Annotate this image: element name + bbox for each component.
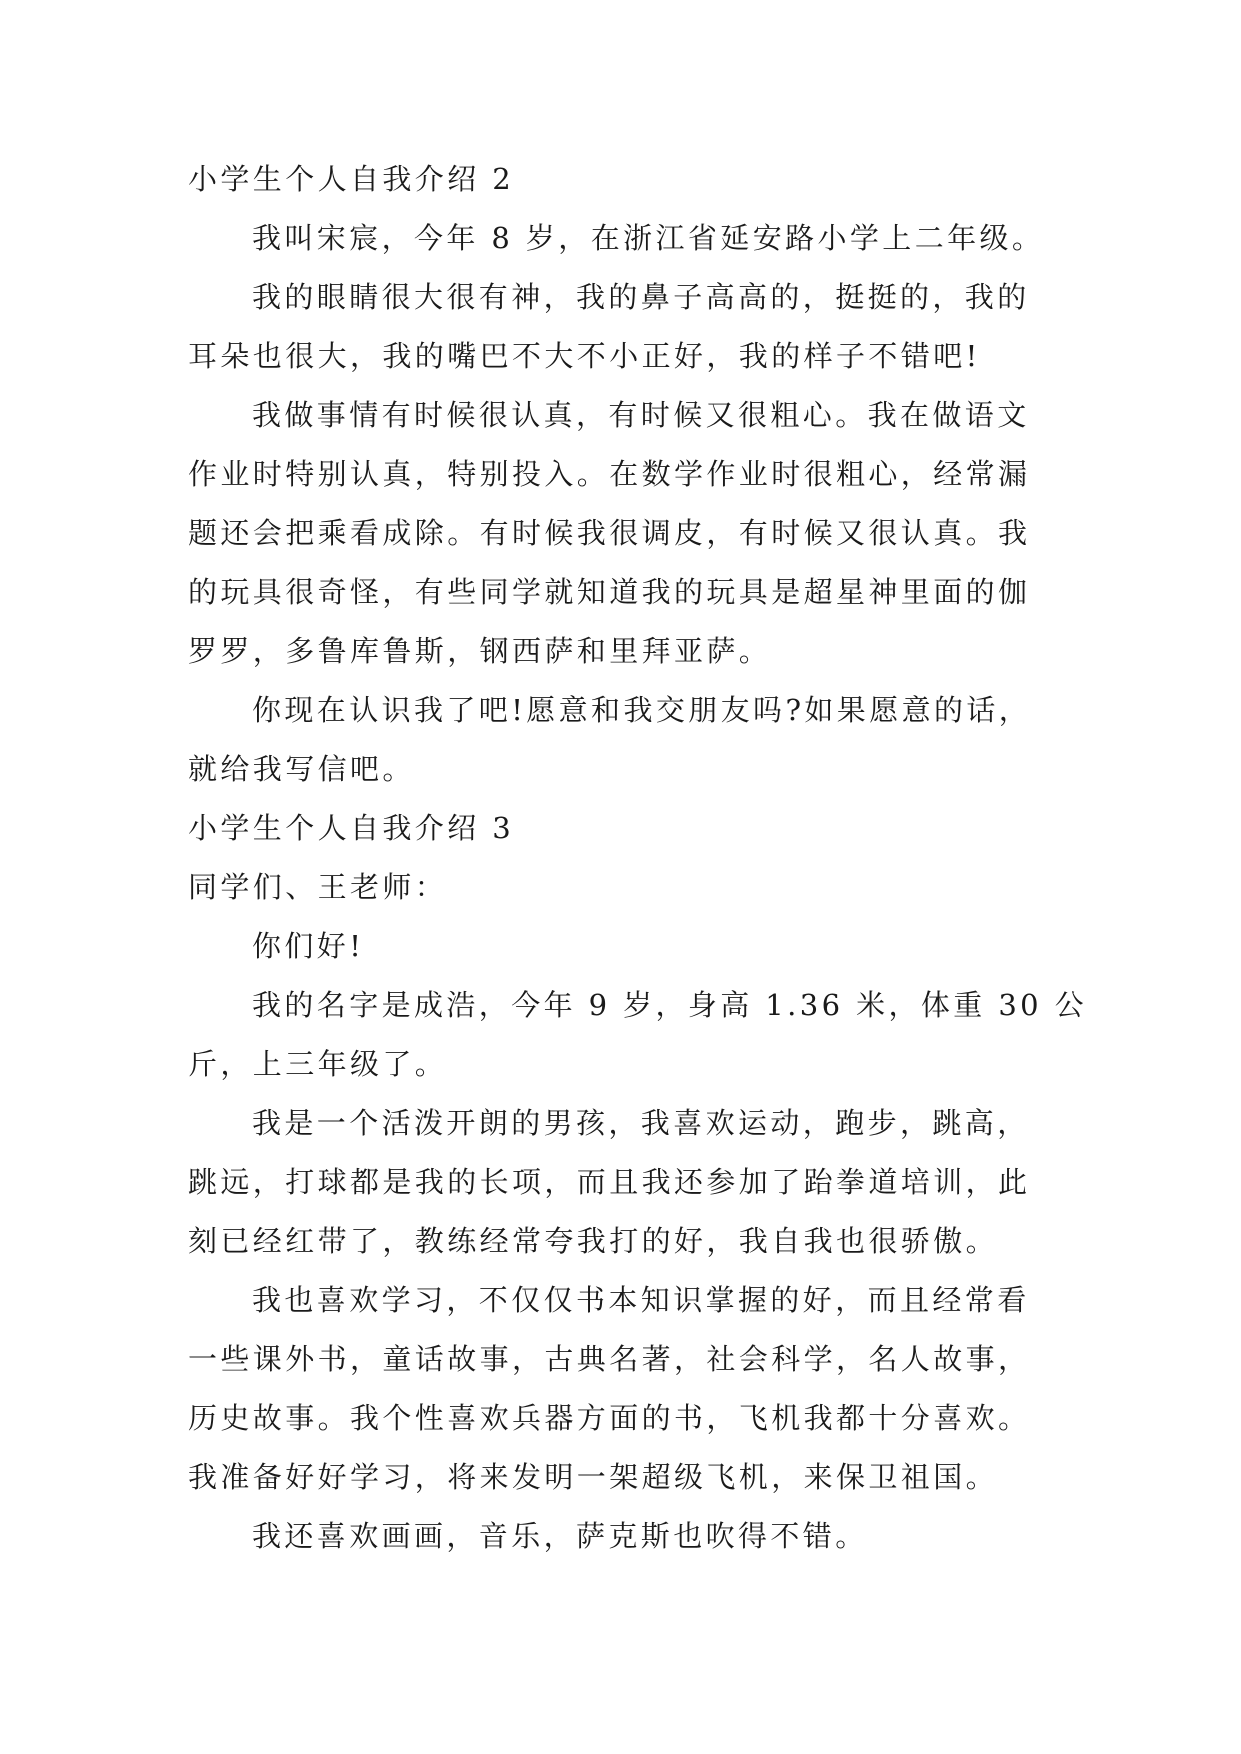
paragraph-line: 一些课外书，童话故事，古典名著，社会科学，名人故事， <box>188 1342 1031 1376</box>
paragraph-line: 我的名字是成浩，今年 9 岁，身高 1.36 米，体重 30 公 <box>252 988 1088 1022</box>
paragraph-line: 题还会把乘看成除。有时候我很调皮，有时候又很认真。我 <box>188 516 1031 550</box>
paragraph-line: 刻已经红带了，教练经常夸我打的好，我自我也很骄傲。 <box>188 1224 999 1258</box>
paragraph-line: 我还喜欢画画，音乐，萨克斯也吹得不错。 <box>252 1519 868 1553</box>
paragraph-line: 我的眼睛很大很有神，我的鼻子高高的，挺挺的，我的 <box>252 280 1030 314</box>
paragraph-line: 我做事情有时候很认真，有时候又很粗心。我在做语文 <box>252 398 1030 432</box>
paragraph-line: 我准备好好学习，将来发明一架超级飞机，来保卫祖国。 <box>188 1460 999 1494</box>
salutation-line: 同学们、王老师： <box>188 870 448 904</box>
paragraph-line: 我也喜欢学习，不仅仅书本知识掌握的好，而且经常看 <box>252 1283 1030 1317</box>
paragraph-line: 我叫宋宸，今年 8 岁，在浙江省延安路小学上二年级。 <box>252 221 1045 255</box>
section-heading: 小学生个人自我介绍 3 <box>188 811 515 845</box>
section-heading: 小学生个人自我介绍 2 <box>188 162 515 196</box>
greeting-line: 你们好! <box>252 929 365 963</box>
paragraph-line: 罗罗，多鲁库鲁斯，钢西萨和里拜亚萨。 <box>188 634 772 668</box>
paragraph-line: 的玩具很奇怪，有些同学就知道我的玩具是超星神里面的伽 <box>188 575 1031 609</box>
paragraph-line: 历史故事。我个性喜欢兵器方面的书，飞机我都十分喜欢。 <box>188 1401 1031 1435</box>
paragraph-line: 你现在认识我了吧!愿意和我交朋友吗?如果愿意的话， <box>252 693 1032 727</box>
paragraph-line: 耳朵也很大，我的嘴巴不大不小正好，我的样子不错吧! <box>188 339 981 373</box>
paragraph-line: 斤，上三年级了。 <box>188 1047 448 1081</box>
paragraph-line: 我是一个活泼开朗的男孩，我喜欢运动，跑步，跳高， <box>252 1106 1030 1140</box>
document-page <box>188 150 1088 1566</box>
paragraph-line: 作业时特别认真，特别投入。在数学作业时很粗心，经常漏 <box>188 457 1031 491</box>
paragraph-line: 跳远，打球都是我的长项，而且我还参加了跆拳道培训，此 <box>188 1165 1031 1199</box>
paragraph-line: 就给我写信吧。 <box>188 752 415 786</box>
